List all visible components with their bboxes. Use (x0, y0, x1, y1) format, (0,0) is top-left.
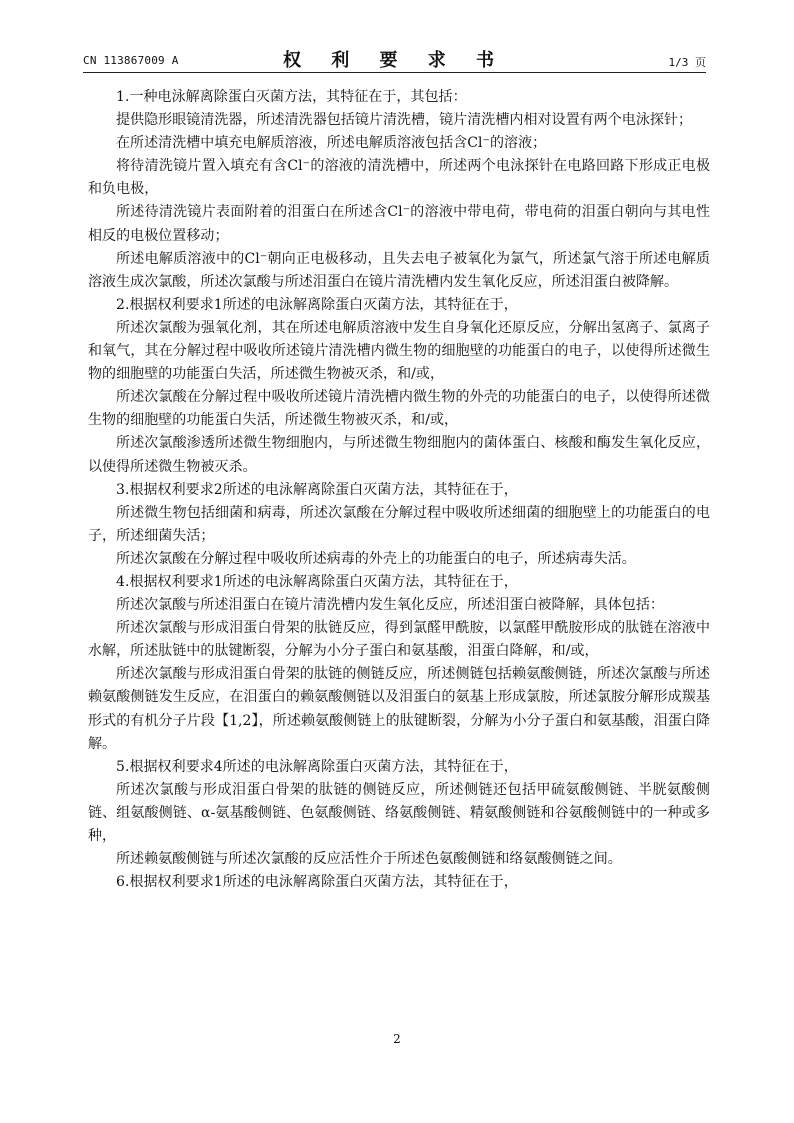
claim-5-text: 所述次氯酸与形成泪蛋白骨架的肽链的侧链反应，所述侧链还包括甲硫氨酸侧链、半胱氨酸侧链、组氨酸侧链、α-氨基酸侧链、色氨酸侧链、络氨酸侧链、精氨酸侧链和谷氨酸侧链中的一种或多种， (88, 781, 710, 844)
claim-4-intro: 4.根据权利要求1所述的电泳解离除蛋白灭菌方法，其特征在于， (116, 573, 518, 590)
claim-3-intro: 3.根据权利要求2所述的电泳解离除蛋白灭菌方法，其特征在于， (116, 481, 518, 498)
claim-1-step: 将待清洗镜片置入填充有含Cl⁻的溶液的清洗槽中，所述两个电泳探针在电路回路下形成正电极和负电极， (88, 158, 710, 198)
claim-1-intro: 1.一种电泳解离除蛋白灭菌方法，其特征在于，其包括： (116, 89, 467, 105)
claim-6-intro: 6.根据权利要求1所述的电泳解离除蛋白灭菌方法，其特征在于， (116, 874, 518, 891)
claim-1-step: 提供隐形眼镜清洗器，所述清洗器包括镜片清洗槽，镜片清洗槽内相对设置有两个电泳探针； (116, 112, 693, 129)
page-number: 2 (393, 1032, 401, 1046)
claim-3-text: 所述微生物包括细菌和病毒，所述次氯酸在分解过程中吸收所述细菌的细胞壁上的功能蛋白的电子，所述细菌失活； (88, 504, 710, 544)
claim-1-step: 在所述清洗槽中填充电解质溶液，所述电解质溶液包括含Cl⁻的溶液； (116, 135, 547, 152)
claim-5-intro: 5.根据权利要求4所述的电泳解离除蛋白灭菌方法，其特征在于， (116, 758, 518, 775)
claim-2-text: 所述次氯酸渗透所述微生物细胞内，与所述微生物细胞内的菌体蛋白、核酸和酶发生氧化反应，以使得所述微生物被灭杀。 (88, 435, 710, 475)
claims-body (88, 86, 710, 894)
claim-1-step: 所述待清洗镜片表面附着的泪蛋白在所述含Cl⁻的溶液中带电荷，带电荷的泪蛋白朝向与其电性相反的电极位置移动； (88, 204, 710, 244)
claim-2-text: 所述次氯酸为强氧化剂，其在所述电解质溶液中发生自身氧化还原反应，分解出氢离子、氯离子和氧气，其在分解过程中吸收所述镜片清洗槽内微生物的细胞壁的功能蛋白的电子，以使得所述微生物的细胞壁的功能蛋白失活，所述微生物被灭杀，和/或， (88, 319, 710, 383)
page-indicator: 1/3 页 (668, 56, 706, 69)
claim-5-text: 所述赖氨酸侧链与所述次氯酸的反应活性介于所述色氨酸侧链和络氨酸侧链之间。 (116, 851, 622, 868)
document-title: 权 利 要 求 书 (282, 50, 507, 71)
claim-4-text: 所述次氯酸与形成泪蛋白骨架的肽链的侧链反应，所述侧链包括赖氨酸侧链，所述次氯酸与所述赖氨酸侧链发生反应，在泪蛋白的赖氨酸侧链以及泪蛋白的氨基上形成氯胺，所述氯胺分解形成羰基形式的有机分子片段【1,2】，所述赖氨酸侧链上的肽键断裂，分解为小分子蛋白和氨基酸，泪蛋白降解。 (88, 666, 710, 752)
claim-1-step: 所述电解质溶液中的Cl⁻朝向正电极移动，且失去电子被氧化为氯气，所述氯气溶于所述电解质溶液生成次氯酸，所述次氯酸与所述泪蛋白在镜片清洗槽内发生氧化反应，所述泪蛋白被降解。 (88, 250, 710, 290)
claim-4-text: 所述次氯酸与所述泪蛋白在镜片清洗槽内发生氧化反应，所述泪蛋白被降解，具体包括： (116, 597, 664, 614)
claim-3-text: 所述次氯酸在分解过程中吸收所述病毒的外壳上的功能蛋白的电子，所述病毒失活。 (116, 550, 636, 567)
page-header (83, 46, 706, 70)
claim-2-intro: 2.根据权利要求1所述的电泳解离除蛋白灭菌方法，其特征在于， (116, 296, 518, 313)
claim-4-text: 所述次氯酸与形成泪蛋白骨架的肽链反应，得到氯醛甲酰胺，以氯醛甲酰胺形成的肽链在溶液中水解，所述肽链中的肽键断裂，分解为小分子蛋白和氨基酸，泪蛋白降解，和/或， (88, 620, 710, 660)
claim-2-text: 所述次氯酸在分解过程中吸收所述镜片清洗槽内微生物的外壳的功能蛋白的电子，以使得所述微生物的细胞壁的功能蛋白失活，所述微生物被灭杀，和/或， (88, 389, 710, 429)
header-divider (83, 72, 706, 73)
publication-number: CN 113867009 A (83, 54, 179, 67)
